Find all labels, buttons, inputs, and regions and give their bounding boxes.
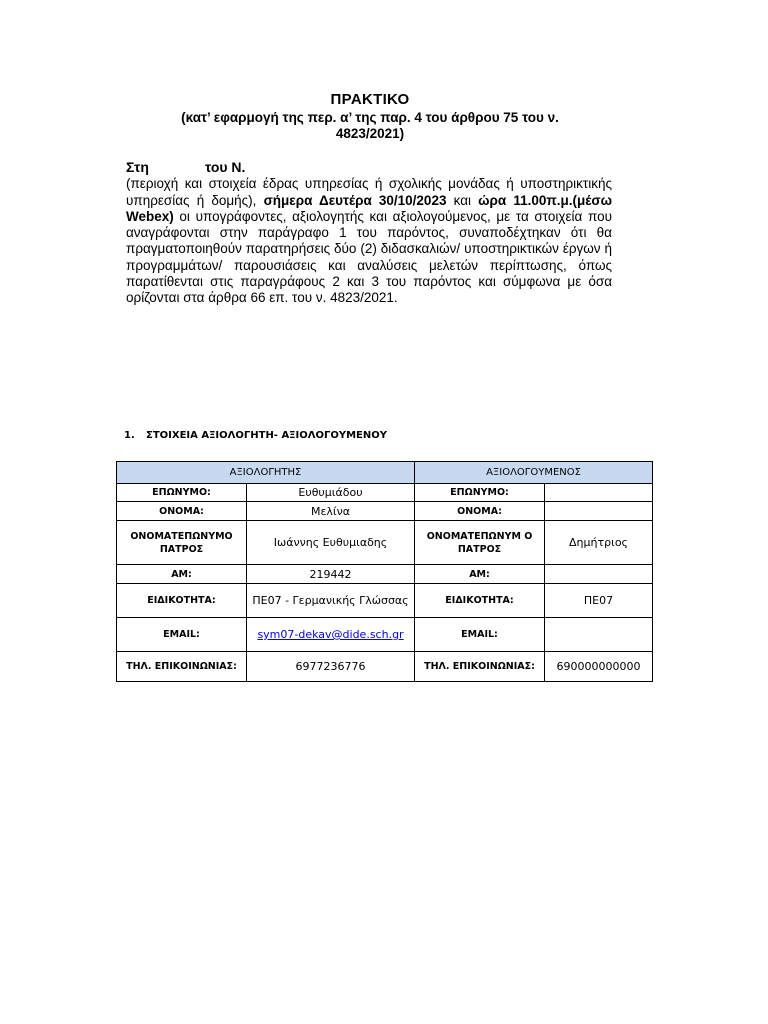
document-title: ΠΡΑΚΤΙΚΟ xyxy=(330,91,410,108)
right-label: ΟΝΟΜΑ: xyxy=(415,502,545,521)
right-label: ΕΙΔΙΚΟΤΗΤΑ: xyxy=(415,584,545,618)
para-date: σήμερα Δευτέρα 30/10/2023 xyxy=(263,192,447,208)
section-title: ΣΤΟΙΧΕΙΑ ΑΞΙΟΛΟΓΗΤΗ- ΑΞΙΟΛΟΓΟΥΜΕΝΟΥ xyxy=(146,430,387,441)
left-value: Μελίνα xyxy=(247,502,415,521)
right-label: ΕΠΩΝΥΜΟ: xyxy=(415,484,545,502)
left-label: ΟΝΟΜΑΤΕΠΩΝΥΜΟ ΠΑΤΡΟΣ xyxy=(117,521,247,565)
left-value: Ευθυμιάδου xyxy=(247,484,415,502)
left-value: ΠΕ07 - Γερμανικής Γλώσσας xyxy=(247,584,415,618)
left-value xyxy=(247,618,415,652)
table-row xyxy=(117,502,653,521)
table-row xyxy=(117,584,653,618)
right-value xyxy=(545,618,653,652)
email-link[interactable]: sym07-dekav@dide.sch.gr xyxy=(257,628,404,641)
evaluatee-header: ΑΞΙΟΛΟΓΟΥΜΕΝΟΣ xyxy=(415,462,653,484)
left-label: EMAIL: xyxy=(117,618,247,652)
table-header-row xyxy=(117,462,653,484)
subtitle-line-1: (κατ’ εφαρμογή της περ. α’ της παρ. 4 του άρθρου 75 του ν. xyxy=(181,110,559,125)
left-label: ΕΠΩΝΥΜΟ: xyxy=(117,484,247,502)
right-label: ΟΝΟΜΑΤΕΠΩΝΥΜ Ο ΠΑΤΡΟΣ xyxy=(415,521,545,565)
para-time: ώρα 11.00π.μ.(μέσω Webex) xyxy=(126,192,612,224)
table-row xyxy=(117,521,653,565)
subtitle-line-2: 4823/2021) xyxy=(335,126,405,141)
table-row xyxy=(117,618,653,652)
intro-paragraph xyxy=(126,159,612,307)
right-value: ΠΕ07 xyxy=(545,584,653,618)
para-text-1: (περιοχή και στοιχεία έδρας υπηρεσίας ή σχολικής μονάδας ή υποστηρικτικής υπηρεσίας ή δομής), xyxy=(126,176,612,208)
left-value: Ιωάννης Ευθυμιαδης xyxy=(247,521,415,565)
left-label: ΟΝΟΜΑ: xyxy=(117,502,247,521)
evaluator-table xyxy=(116,461,653,682)
right-value: Δημήτριος xyxy=(545,521,653,565)
left-label: ΑΜ: xyxy=(117,565,247,584)
right-label: EMAIL: xyxy=(415,618,545,652)
evaluator-header: ΑΞΙΟΛΟΓΗΤΗΣ xyxy=(117,462,415,484)
left-label: ΕΙΔΙΚΟΤΗΤΑ: xyxy=(117,584,247,618)
section-number: 1. xyxy=(124,430,135,441)
right-value: 690000000000 xyxy=(545,652,653,682)
document-subtitle xyxy=(140,110,600,142)
left-value: 6977236776 xyxy=(247,652,415,682)
para-text-3: οι υπογράφοντες, αξιολογητής και αξιολογούμενος, με τα στοιχεία που αναγράφονται στην παράγραφο 1 του παρόντος, συναποδέχτηκαν ότι θα πραγματοποιηθούν παρατηρήσεις δύο (2) διδασκαλιών/ υποστηρικτικών έργων ή προγραμμάτων/ παρουσιάσεις και αναλύσεις μελετών περίπτωσης, όπως παρατίθενται στις παραγράφους 2 και 3 του παρόντος και σύμφωνα με όσα ορίζονται στα άρθρα 66 επ. του ν. 4823/2021. xyxy=(126,208,612,306)
right-value xyxy=(545,502,653,521)
place-prefix: Στη xyxy=(126,159,149,175)
left-label: ΤΗΛ. ΕΠΙΚΟΙΝΩΝΙΑΣ: xyxy=(117,652,247,682)
left-value: 219442 xyxy=(247,565,415,584)
right-value xyxy=(545,484,653,502)
place-line xyxy=(126,159,612,176)
place-suffix: του Ν. xyxy=(204,159,246,175)
right-label: ΤΗΛ. ΕΠΙΚΟΙΝΩΝΙΑΣ: xyxy=(415,652,545,682)
table-row xyxy=(117,652,653,682)
para-text-2: και xyxy=(446,192,479,208)
table-row xyxy=(117,484,653,502)
right-value xyxy=(545,565,653,584)
right-label: ΑΜ: xyxy=(415,565,545,584)
table-row xyxy=(117,565,653,584)
section-heading xyxy=(124,430,387,441)
